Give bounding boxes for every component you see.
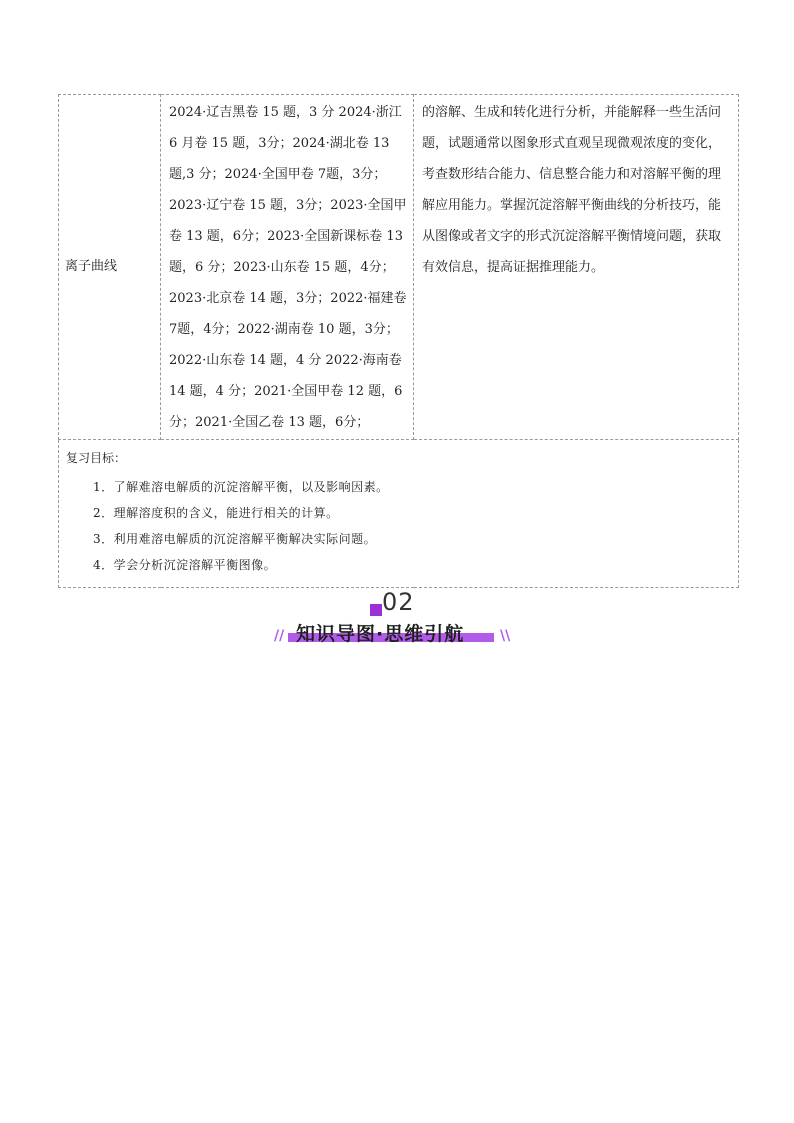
table-row [59, 440, 739, 588]
section-title: 知识导图·思维引航 [296, 623, 465, 645]
review-goals-cell [59, 440, 739, 588]
list-item: 3．利用难溶电解质的沉淀溶解平衡解决实际问题。 [93, 532, 377, 546]
square-icon [370, 604, 382, 616]
list-item: 2．理解溶度积的含义，能进行相关的计算。 [93, 506, 339, 520]
topic-label: 离子曲线 [65, 259, 118, 274]
topic-cell [59, 95, 161, 440]
exam-sources-cell [161, 95, 414, 440]
section-number-text: 02 [382, 588, 415, 616]
review-goals-heading: 复习目标： [66, 451, 127, 465]
exam-sources-text: 2024·辽吉黑卷 15 题，3 分 2024·浙江 6 月卷 15 题，3分；2024·湖北卷 13 题,3 分；2024·全国甲卷 7题，3分；2023·辽宁卷 15 题，3分；2023·全国甲卷 13 题，6分；2023·全国新课标卷 13 题，6 分；2023·山东卷 15 题，4分；2023·北京卷 14 题，3分；2022·福建卷 7题，4分；2022·湖南卷 10 题，3分；2022·山东卷 14 题，4 分 2022·海南卷 14 题，4 分；2021·全国甲卷 12 题，6 分；2021·全国乙卷 13 题，6分； [169, 105, 407, 430]
slash-deco-icon: \\ [500, 628, 511, 644]
list-item: 4．学会分析沉淀溶解平衡图像。 [93, 558, 277, 572]
review-goals-list [59, 481, 738, 572]
table-row [59, 95, 739, 440]
section-banner [260, 590, 534, 652]
description-text: 的溶解、生成和转化进行分析，并能解释一些生活问题，试题通常以图象形式直观呈现微观浓度的变化，考查数形结合能力、信息整合能力和对溶解平衡的理解应用能力。掌握沉淀溶解平衡曲线的分析技巧，能从图像或者文字的形式沉淀溶解平衡情境问题，获取有效信息，提高证据推理能力。 [422, 105, 722, 275]
list-item: 1．了解难溶电解质的沉淀溶解平衡，以及影响因素。 [93, 480, 389, 494]
slash-deco-icon: // [274, 628, 285, 644]
exam-analysis-table [58, 94, 739, 588]
description-cell [414, 95, 739, 440]
